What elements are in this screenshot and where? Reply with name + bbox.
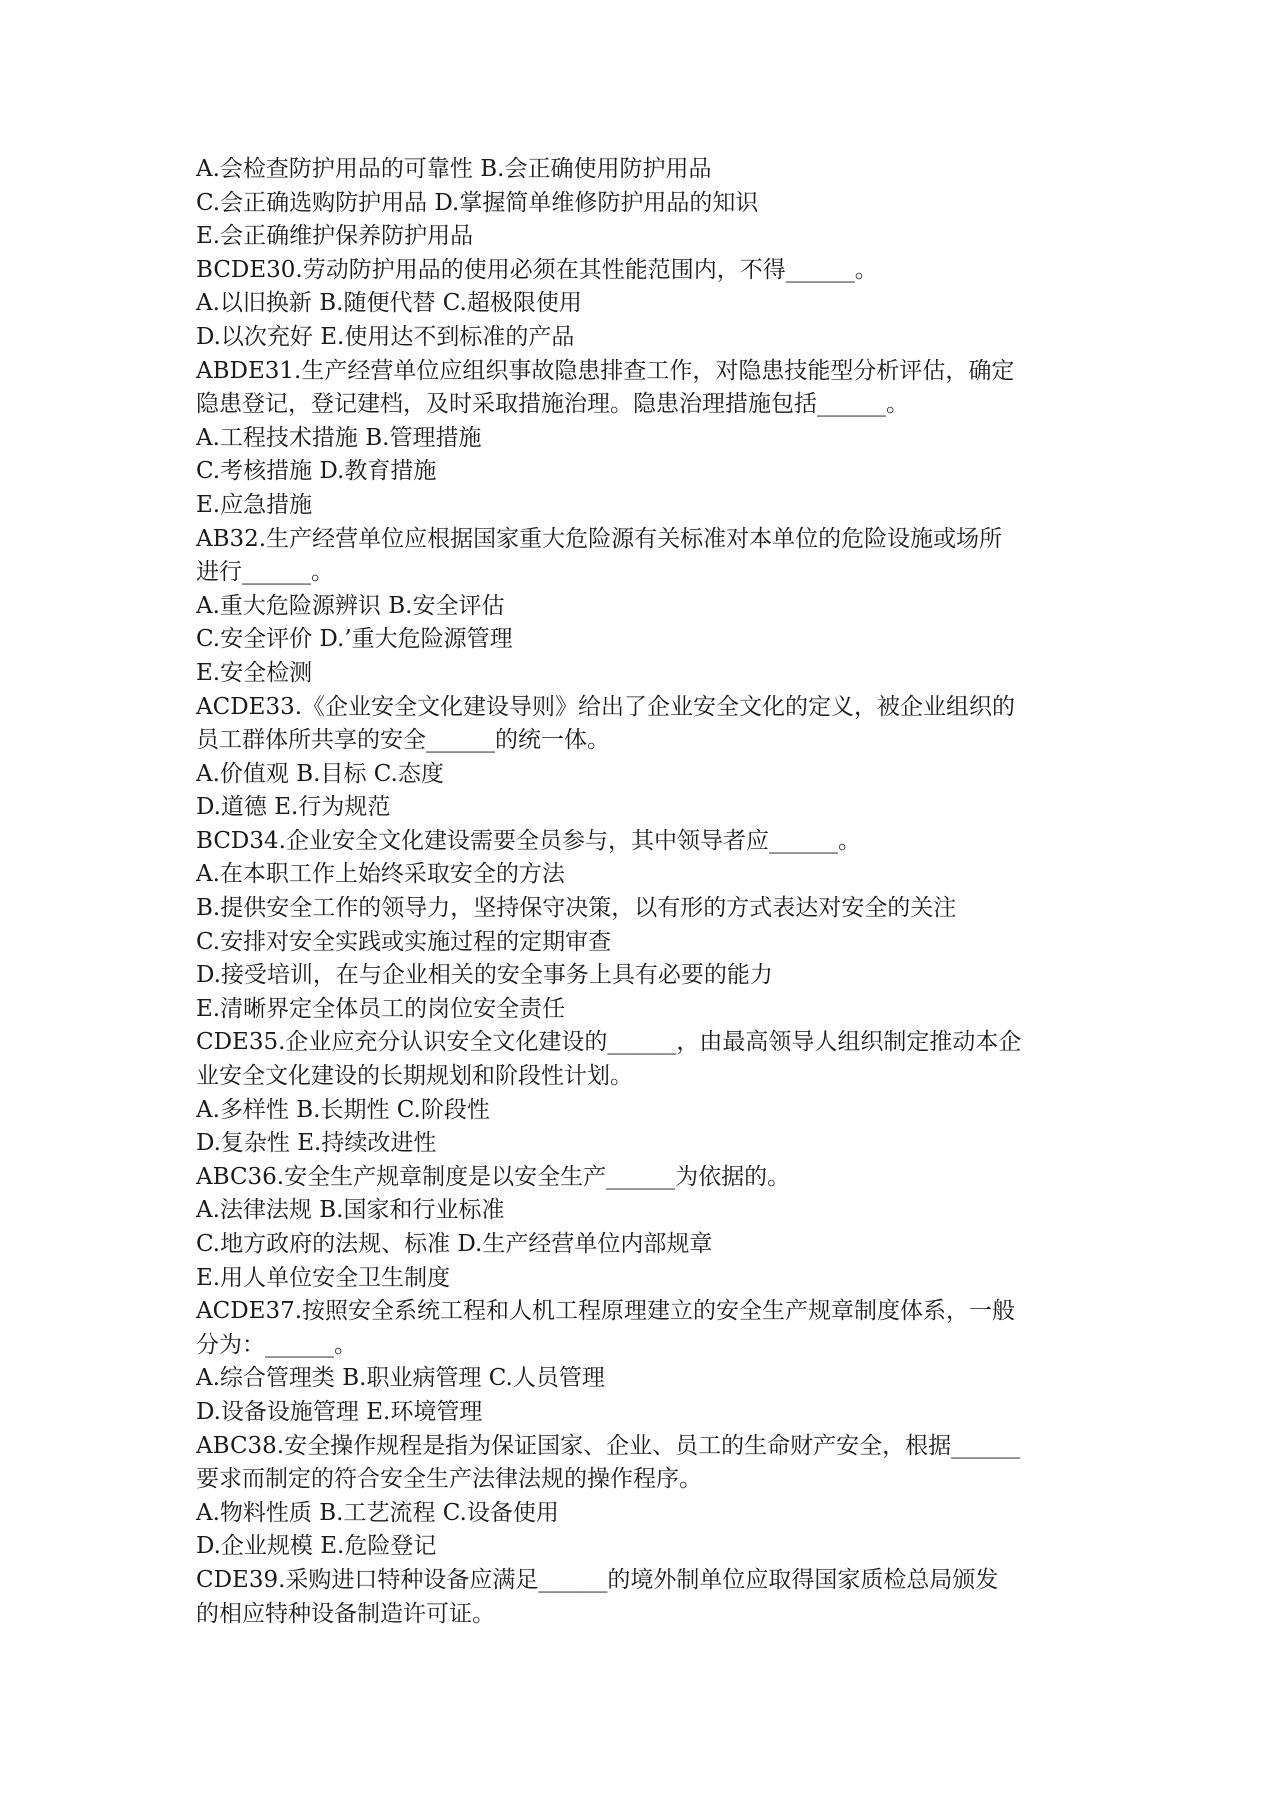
- question-line: ABDE31.生产经营单位应组织事故隐患排查工作，对隐患技能型分析评估，确定: [196, 357, 1015, 384]
- text-line: A.会检查防护用品的可靠性 B.会正确使用防护用品: [196, 156, 712, 182]
- text-line: A.重大危险源辨识 B.安全评估: [196, 592, 505, 619]
- text-line: 业安全文化建设的长期规划和阶段性计划。: [196, 1063, 633, 1090]
- text-line: D.接受培训，在与企业相关的安全事务上具有必要的能力: [196, 962, 773, 989]
- text-line: C.会正确选购防护用品 D.掌握简单维修防护用品的知识: [196, 189, 759, 216]
- question-line: ACDE37.按照安全系统工程和人机工程原理建立的安全生产规章制度体系，一般: [196, 1298, 1016, 1325]
- text-line: E.会正确维护保养防护用品: [196, 223, 474, 250]
- document-body: [196, 153, 1101, 1631]
- text-line: A.物料性质 B.工艺流程 C.设备使用: [196, 1499, 559, 1526]
- question-line: ABC36.安全生产规章制度是以安全生产______为依据的。: [196, 1163, 791, 1190]
- text-line: D.道德 E.行为规范: [196, 794, 391, 821]
- text-line: D.企业规模 E.危险登记: [196, 1533, 437, 1560]
- text-line: D.复杂性 E.持续改进性: [196, 1130, 437, 1157]
- text-line: B.提供安全工作的领导力，坚持保守决策，以有形的方式表达对安全的关注: [196, 895, 957, 922]
- question-line: CDE39.采购进口特种设备应满足______的境外制单位应取得国家质检总局颁发: [196, 1566, 999, 1593]
- question-line: ABC38.安全操作规程是指为保证国家、企业、员工的生命财产安全，根据______: [196, 1432, 1021, 1459]
- text-line: E.用人单位安全卫生制度: [196, 1264, 451, 1291]
- text-line: 分为：______。: [196, 1331, 357, 1358]
- text-line: C.地方政府的法规、标准 D.生产经营单位内部规章: [196, 1231, 713, 1257]
- question-line: BCDE30.劳动防护用品的使用必须在其性能范围内，不得______。: [196, 256, 878, 283]
- text-line: A.在本职工作上始终采取安全的方法: [196, 861, 565, 888]
- text-line: 要求而制定的符合安全生产法律法规的操作程序。: [196, 1466, 702, 1493]
- text-line: E.应急措施: [196, 491, 313, 518]
- text-line: 隐患登记，登记建档，及时采取措施治理。隐患治理措施包括______。: [196, 391, 909, 418]
- question-line: ACDE33.《企业安全文化建设导则》给出了企业安全文化的定义，被企业组织的: [196, 693, 1016, 720]
- question-line: BCD34.企业安全文化建设需要全员参与，其中领导者应______。: [196, 827, 861, 854]
- text-line: A.多样性 B.长期性 C.阶段性: [196, 1096, 490, 1123]
- text-line: E.清晰界定全体员工的岗位安全责任: [196, 995, 566, 1022]
- text-line: D.设备设施管理 E.环境管理: [196, 1398, 483, 1425]
- question-line: AB32.生产经营单位应根据国家重大危险源有关标准对本单位的危险设施或场所: [196, 525, 1003, 552]
- text-line: A.法律法规 B.国家和行业标准: [196, 1197, 505, 1224]
- text-line: A.综合管理类 B.职业病管理 C.人员管理: [196, 1365, 605, 1392]
- text-line: C.安排对安全实践或实施过程的定期审查: [196, 928, 612, 955]
- text-line: A.以旧换新 B.随便代替 C.超极限使用: [196, 290, 582, 317]
- text-line: A.价值观 B.目标 C.态度: [196, 760, 444, 787]
- text-line: 的相应特种设备制造许可证。: [196, 1600, 495, 1627]
- text-line: D.以次充好 E.使用达不到标准的产品: [196, 323, 575, 350]
- text-line: C.安全评价 D.’重大危险源管理: [196, 626, 513, 653]
- text-line: 员工群体所共享的安全______的统一体。: [196, 727, 610, 754]
- text-line: E.安全检测: [196, 659, 313, 686]
- text-line: A.工程技术措施 B.管理措施: [196, 424, 482, 451]
- text-line: C.考核措施 D.教育措施: [196, 458, 437, 485]
- question-line: CDE35.企业应充分认识安全文化建设的______，由最高领导人组织制定推动本企: [196, 1029, 1022, 1056]
- text-line: 进行______。: [196, 559, 334, 586]
